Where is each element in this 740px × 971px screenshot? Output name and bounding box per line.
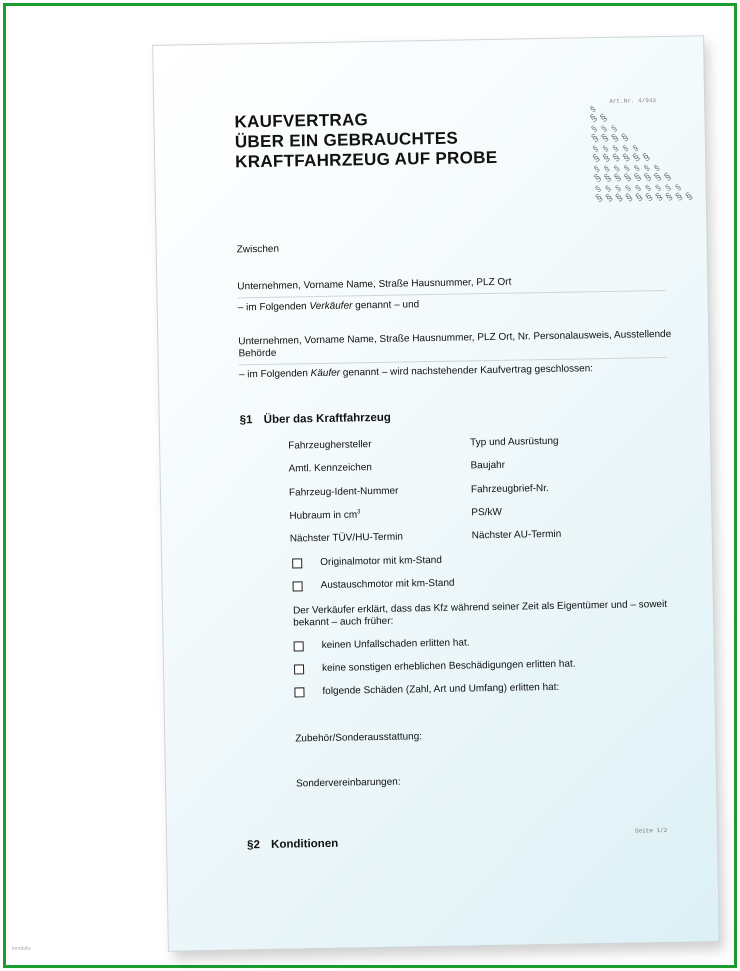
paragraph-glyph: § — [610, 143, 620, 154]
paragraph-glyph: § — [631, 151, 643, 164]
paragraph-glyph: § — [641, 151, 653, 164]
buyer-note-post: genannt – wird nachstehender Kaufvertrag geschlossen: — [339, 363, 594, 379]
paragraph-glyph: § — [593, 183, 603, 194]
paragraph-glyph: § — [673, 190, 685, 204]
checkbox-folgende-schaeden[interactable] — [294, 687, 304, 697]
paragraph-glyph: § — [588, 112, 600, 125]
field-au-termin: Nächster AU-Termin — [471, 528, 562, 542]
field-hubraum — [289, 509, 360, 522]
section-1-title: Über das Kraftfahrzeug — [263, 411, 391, 426]
paragraph-glyph: § — [599, 132, 611, 145]
paragraph-glyph: § — [642, 162, 652, 173]
paragraph-glyph: § — [653, 191, 665, 204]
paragraph-stamp-icon — [584, 96, 696, 218]
checkbox-kein-unfall[interactable] — [294, 641, 304, 651]
paragraph-glyph: § — [591, 152, 603, 165]
paragraph-glyph: § — [599, 123, 609, 134]
paragraph-glyph: § — [622, 171, 634, 185]
paragraph-glyph: § — [613, 183, 623, 194]
zubehoer-label: Zubehör/Sonderausstattung: — [295, 731, 423, 745]
field-fahrzeughersteller: Fahrzeughersteller — [288, 439, 372, 452]
paragraph-glyph: § — [652, 171, 664, 184]
paragraph-glyph: § — [592, 172, 604, 185]
paragraph-glyph: § — [663, 191, 675, 204]
paragraph-glyph: § — [643, 182, 653, 193]
paragraph-glyph: § — [612, 163, 622, 174]
watermark: formblitz — [12, 946, 31, 952]
paragraph-glyph: § — [632, 171, 644, 184]
party1-text: Unternehmen, Vorname Name, Straße Hausnummer, PLZ Ort — [237, 276, 512, 293]
paragraph-glyph: § — [643, 191, 655, 204]
paragraph-glyph: § — [652, 162, 662, 173]
checkbox-originalmotor[interactable] — [292, 558, 302, 568]
article-number: Art.Nr. 4/943 — [609, 97, 657, 105]
paragraph-glyph: § — [673, 182, 683, 193]
paragraph-glyph: § — [612, 172, 624, 185]
paragraph-glyph: § — [603, 192, 615, 205]
field-ident-nummer: Fahrzeug-Ident-Nummer — [288, 485, 399, 499]
paragraph-glyph: § — [633, 183, 643, 194]
declaration-line-2: bekannt – auch früher: — [293, 615, 394, 629]
paragraph-glyph: § — [683, 190, 695, 203]
field-hubraum-sup: 3 — [357, 509, 361, 516]
checkbox-austauschmotor[interactable] — [293, 581, 303, 591]
title-line-3: KRAFTFAHRZEUG AUF PROBE — [235, 147, 498, 172]
checkbox-keine-beschaedigungen[interactable] — [294, 664, 304, 674]
paragraph-glyph: § — [589, 123, 599, 134]
option-keine-beschaedigungen: keine sonstigen erheblichen Beschädigungen erlitten hat. — [321, 658, 576, 674]
paragraph-glyph: § — [589, 132, 601, 145]
paragraph-glyph: § — [642, 171, 654, 184]
paragraph-glyph: § — [609, 123, 619, 134]
title-line-1: KAUFVERTRAG — [234, 110, 369, 132]
option-austauschmotor: Austauschmotor mit km-Stand — [320, 577, 455, 592]
section-2-number: §2 — [247, 839, 261, 852]
field-fahrzeugbrief: Fahrzeugbrief-Nr. — [470, 483, 549, 496]
paragraph-glyph: § — [588, 103, 598, 114]
section-1-heading — [240, 412, 391, 427]
paragraph-glyph: § — [603, 183, 613, 194]
page-number: Seite 1/2 — [634, 826, 668, 835]
seller-note-pre: – im Folgenden — [237, 301, 310, 314]
section-2-heading — [247, 838, 338, 852]
paragraph-glyph: § — [600, 143, 610, 154]
field-hubraum-label: Hubraum in cm — [289, 509, 358, 522]
document-page — [152, 35, 718, 949]
section-2-title: Konditionen — [271, 837, 339, 851]
paragraph-glyph: § — [619, 131, 631, 145]
field-typ: Typ und Ausrüstung — [470, 435, 559, 449]
paragraph-glyph: § — [609, 132, 621, 145]
seller-role: Verkäufer — [309, 300, 353, 313]
paragraph-glyph: § — [601, 152, 613, 165]
party2-line1: Unternehmen, Vorname Name, Straße Hausnummer, PLZ Ort, Nr. Personalausweis, Ausstellende — [238, 328, 672, 348]
field-tuev-termin: Nächster TÜV/HU-Termin — [289, 531, 404, 545]
divider — [239, 357, 667, 365]
paragraph-glyph: § — [611, 152, 623, 165]
document-sheet — [152, 35, 720, 951]
paragraph-glyph: § — [623, 183, 633, 194]
option-kein-unfall: keinen Unfallschaden erlitten hat. — [321, 637, 470, 652]
field-baujahr: Baujahr — [470, 459, 506, 472]
buyer-role: Käufer — [310, 367, 341, 380]
paragraph-glyph: § — [663, 182, 673, 193]
paragraph-glyph: § — [602, 172, 614, 185]
zwischen-label: Zwischen — [236, 243, 280, 256]
field-ps-kw: PS/kW — [471, 506, 503, 519]
paragraph-glyph: § — [623, 191, 635, 205]
paragraph-glyph: § — [613, 192, 625, 205]
section-1-number: §1 — [239, 414, 253, 427]
title-line-2: ÜBER EIN GEBRAUCHTES — [234, 128, 459, 152]
paragraph-glyph: § — [621, 151, 633, 165]
paragraph-glyph: § — [622, 163, 632, 174]
paragraph-glyph: § — [632, 163, 642, 174]
paragraph-glyph: § — [630, 143, 640, 154]
paragraph-glyph: § — [620, 143, 630, 154]
field-kennzeichen: Amtl. Kennzeichen — [288, 462, 373, 475]
party2-line2: Behörde — [238, 347, 277, 360]
seller-note-post: genannt – und — [352, 299, 420, 312]
buyer-note-pre: – im Folgenden — [238, 368, 311, 381]
paragraph-glyph: § — [592, 163, 602, 174]
paragraph-glyph: § — [598, 112, 610, 125]
paragraph-glyph: § — [662, 171, 674, 184]
option-folgende-schaeden: folgende Schäden (Zahl, Art und Umfang) erlitten hat: — [322, 681, 560, 697]
paragraph-glyph: § — [633, 191, 645, 204]
declaration-line-1: Der Verkäufer erklärt, dass das Kfz während seiner Zeit als Eigentümer und – soweit — [292, 598, 668, 617]
seller-note — [238, 299, 420, 313]
paragraph-glyph: § — [590, 143, 600, 154]
document-title — [234, 108, 497, 173]
buyer-note — [239, 363, 593, 380]
sondervereinbarungen-label: Sondervereinbarungen: — [295, 776, 401, 790]
paragraph-glyph: § — [602, 163, 612, 174]
paragraph-glyph: § — [593, 192, 605, 205]
option-originalmotor: Originalmotor mit km-Stand — [320, 554, 442, 569]
paragraph-glyph: § — [653, 182, 663, 193]
